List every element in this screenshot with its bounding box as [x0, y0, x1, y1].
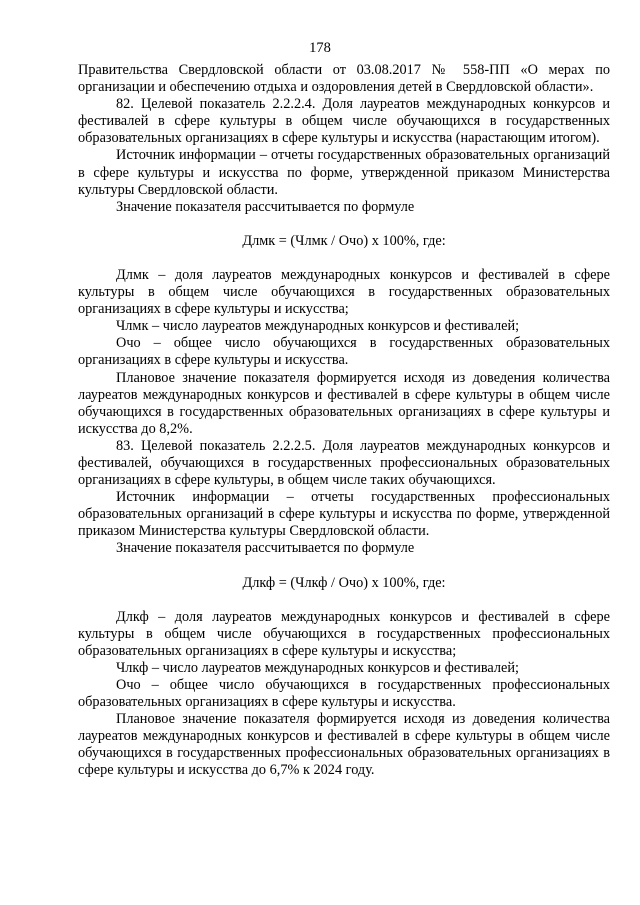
paragraph-indicator-82-title: 82. Целевой показатель 2.2.2.4. Доля лауреатов международных конкурсов и фестивалей в сфере культуры в общем числе обучающихся в государственных образовательных организациях в сфере культуры и искусства (нарастающим итогом).	[78, 96, 610, 147]
document-body	[78, 62, 610, 780]
paragraph-indicator-82-formula-intro: Значение показателя рассчитывается по формуле	[116, 198, 415, 215]
paragraph-indicator-82-plan: Плановое значение показателя формируется исходя из доведения количества лауреатов международных конкурсов и фестивалей в сфере культуры в общем числе обучающихся в государственных образовательных организациях в сфере культуры и искусства до 8,2%.	[78, 369, 610, 437]
paragraph-indicator-82-source: Источник информации – отчеты государственных образовательных организаций в сфере культуры и искусства по форме, утвержденной приказом Министерства культуры Свердловской области.	[78, 147, 610, 198]
formula-dlkf: Длкф = (Члкф / Очо) х 100%, где:	[242, 574, 446, 591]
paragraph-chlmk-definition: Члмк – число лауреатов международных конкурсов и фестивалей;	[116, 318, 520, 335]
paragraph-indicator-83-source: Источник информации – отчеты государственных профессиональных образовательных организаций в сфере культуры и искусства по форме, утвержденной приказом Министерства культуры Свердловской области.	[78, 489, 610, 540]
paragraph-indicator-83-formula-intro: Значение показателя рассчитывается по формуле	[116, 540, 415, 557]
paragraph-chlkf-definition: Члкф – число лауреатов международных конкурсов и фестивалей;	[116, 659, 519, 676]
paragraph-dlkf-definition: Длкф – доля лауреатов международных конкурсов и фестивалей в сфере культуры в общем числе обучающихся в государственных профессиональных образовательных организациях в сфере культуры и искусства;	[78, 608, 610, 659]
paragraph-dlmk-definition: Длмк – доля лауреатов международных конкурсов и фестивалей в сфере культуры в общем числе обучающихся в государственных образовательных организациях в сфере культуры и искусства;	[78, 266, 610, 318]
paragraph-indicator-83-plan: Плановое значение показателя формируется исходя из доведения количества лауреатов международных конкурсов и фестивалей в сфере культуры в общем числе обучающихся в государственных профессиональных образовательных организациях в сфере культуры и искусства до 6,7% к 2024 году.	[78, 711, 610, 779]
paragraph-ocho-definition-83: Очо – общее число обучающихся в государственных профессиональных образовательных организациях в сфере культуры и искусства.	[78, 677, 610, 711]
paragraph-continuation: Правительства Свердловской области от 03.08.2017 № 558-ПП «О мерах по организации и обеспечению отдыха и оздоровления детей в Свердловской области».	[78, 62, 610, 96]
paragraph-indicator-83-title: 83. Целевой показатель 2.2.2.5. Доля лауреатов международных конкурсов и фестивалей, обучающихся в государственных профессиональных образовательных организациях в сфере культуры, в общем числе таких обучающихся.	[78, 437, 610, 489]
formula-dlmk: Длмк = (Члмк / Очо) х 100%, где:	[242, 232, 446, 249]
paragraph-ocho-definition-82: Очо – общее число обучающихся в государственных образовательных организациях в сфере культуры и искусства.	[78, 335, 610, 369]
page-number: 178	[309, 40, 331, 56]
